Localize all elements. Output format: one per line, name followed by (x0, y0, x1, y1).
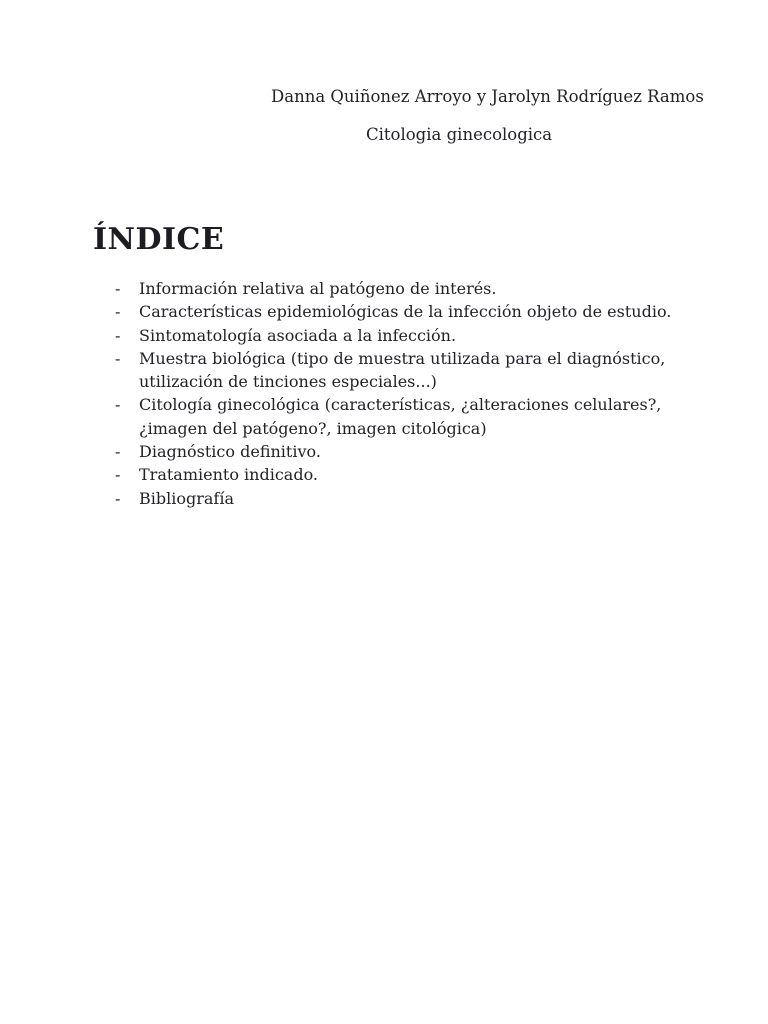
index-item (115, 347, 675, 394)
subject-line: Citologia ginecologica (366, 125, 553, 144)
index-item (115, 440, 675, 463)
index-item-text: Bibliografía (139, 488, 234, 508)
index-item-text: Tratamiento indicado. (139, 465, 318, 485)
index-list (115, 277, 675, 510)
index-item (115, 277, 675, 300)
list-bullet: - (115, 442, 121, 462)
list-bullet: - (115, 395, 121, 415)
list-bullet: - (115, 325, 121, 345)
index-item-text: Características epidemiológicas de la infección objeto de estudio. (139, 302, 672, 322)
list-bullet: - (115, 302, 121, 322)
list-bullet: - (115, 465, 121, 485)
index-item-text: Información relativa al patógeno de interés. (139, 279, 497, 298)
list-bullet: - (115, 279, 121, 298)
list-bullet: - (115, 488, 121, 508)
index-item (115, 324, 675, 347)
index-item (115, 300, 675, 323)
index-item-text: Sintomatología asociada a la infección. (139, 325, 457, 345)
index-item-text: Citología ginecológica (características, ¿alteraciones celulares?, ¿imagen del patógeno?, imagen citológica) (139, 395, 662, 438)
authors-line: Danna Quiñonez Arroyo y Jarolyn Rodríguez Ramos (271, 87, 704, 106)
index-item (115, 487, 675, 510)
list-bullet: - (115, 348, 121, 368)
index-item (115, 393, 675, 440)
index-heading: ÍNDICE (93, 222, 225, 257)
index-item (115, 463, 675, 486)
index-item-text: Muestra biológica (tipo de muestra utilizada para el diagnóstico, utilización de tinciones especiales...) (139, 348, 666, 392)
index-item-text: Diagnóstico definitivo. (139, 442, 321, 462)
